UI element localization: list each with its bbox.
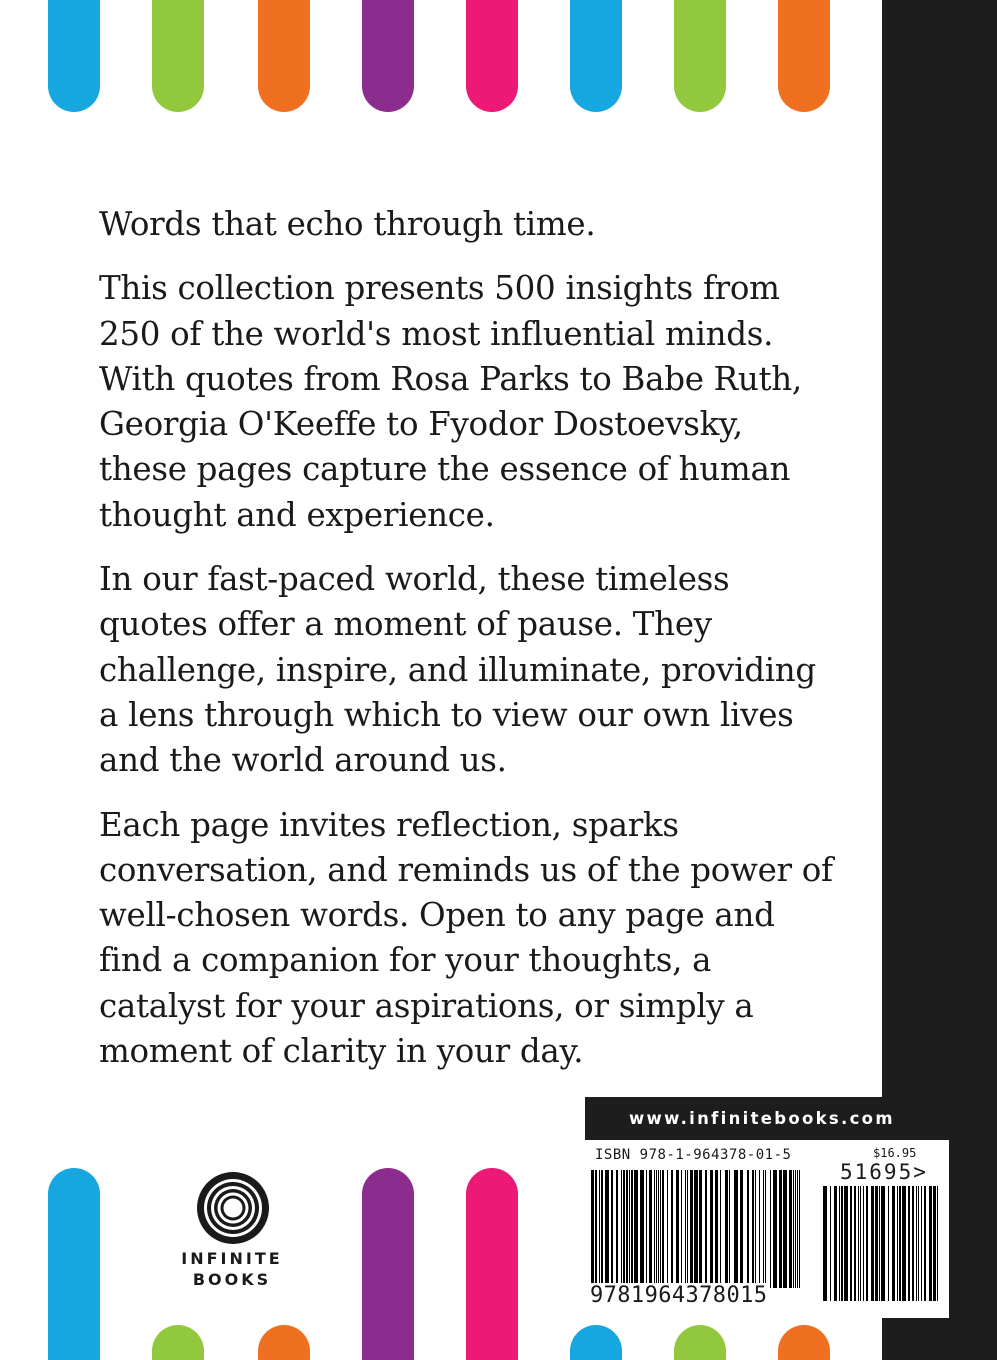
barcode-bar	[860, 1186, 861, 1301]
barcode-bar	[634, 1170, 638, 1288]
website-bar-extension	[882, 1097, 997, 1140]
barcode-bar	[871, 1186, 874, 1301]
barcode-bar	[759, 1170, 760, 1288]
barcode-bar	[924, 1186, 926, 1301]
barcode-bar	[667, 1170, 668, 1288]
barcode-bar	[656, 1170, 657, 1288]
barcode-bar	[616, 1170, 618, 1288]
barcode-bar	[605, 1170, 609, 1288]
price-label: $16.95	[873, 1146, 917, 1160]
pill-green	[152, 0, 204, 112]
barcode-bar	[621, 1170, 622, 1288]
barcode-bar	[823, 1186, 827, 1301]
barcode-bar	[660, 1170, 661, 1288]
barcode-bar	[841, 1186, 843, 1301]
pill-pink	[466, 0, 518, 112]
barcode-bar	[770, 1170, 771, 1288]
barcode-bar	[747, 1170, 749, 1288]
blurb-paragraph: This collection presents 500 insights from 250 of the world's most influential minds. With quotes from Rosa Parks to Babe Ruth, Georgia O'Keeffe to Fyodor Dostoevsky, these pages capture the essence of human thought and experience.	[99, 269, 802, 534]
pill-blue	[48, 1168, 100, 1360]
barcode-bar	[765, 1170, 766, 1288]
pill-orange	[258, 0, 310, 112]
barcode-bar	[690, 1170, 693, 1288]
barcode-bar	[795, 1170, 796, 1288]
pill-green	[674, 1325, 726, 1360]
website-bar	[585, 1097, 895, 1140]
barcode-bar	[779, 1170, 782, 1288]
publisher-line-1: INFINITE	[181, 1249, 283, 1268]
barcode-bar	[599, 1170, 600, 1288]
website-url[interactable]: www.infinitebooks.com	[629, 1109, 895, 1128]
pill-green	[674, 0, 726, 112]
pill-orange	[258, 1325, 310, 1360]
barcode-bar	[705, 1170, 707, 1288]
price-barcode	[823, 1186, 941, 1311]
concentric-circles-icon	[195, 1170, 271, 1246]
barcode-bar	[912, 1186, 914, 1301]
pill-orange	[778, 1325, 830, 1360]
barcode-bar	[725, 1170, 728, 1288]
barcode-bar	[839, 1186, 840, 1301]
blurb-paragraph: Each page invites reflection, sparks conversation, and reminds us of the power of well-chosen words. Open to any page and find a companion for your thoughts, a catalyst for your aspirations, or simply a moment of clarity in your day.	[99, 805, 833, 1071]
pill-purple	[362, 1168, 414, 1360]
publisher-line-2: BOOKS	[192, 1270, 272, 1289]
barcode-bar	[863, 1186, 864, 1301]
barcode-bar	[799, 1170, 800, 1288]
barcode-bar	[892, 1186, 895, 1301]
barcode-bar	[720, 1170, 721, 1288]
blurb-lead: Words that echo through time.	[99, 205, 596, 243]
pill-blue	[570, 1325, 622, 1360]
barcode-bar	[623, 1170, 625, 1288]
barcode-bar	[879, 1186, 880, 1301]
barcode-bar	[929, 1186, 932, 1301]
pill-orange	[778, 0, 830, 112]
barcode-bar	[734, 1170, 738, 1288]
barcode-bar	[649, 1170, 652, 1288]
barcode-bar	[902, 1186, 906, 1301]
blurb-paragraph: In our fast-paced world, these timeless quotes offer a moment of pause. They challenge, inspire, and illuminate, providing a lens through which to view our own lives and the world around us.	[99, 560, 816, 780]
barcode-bar	[595, 1170, 597, 1288]
barcode-bar	[685, 1170, 686, 1288]
isbn-digits: 9781964378015	[590, 1283, 768, 1308]
barcode-bar	[875, 1186, 878, 1301]
barcode-bar	[933, 1186, 936, 1301]
barcode-bar	[681, 1170, 682, 1288]
barcode-bar	[752, 1170, 754, 1288]
barcode-bar	[866, 1186, 868, 1301]
barcode-bar	[916, 1186, 917, 1301]
barcode-bar	[773, 1170, 777, 1288]
barcode-bar	[611, 1170, 613, 1288]
barcode-bar	[888, 1186, 889, 1301]
pill-green	[152, 1325, 204, 1360]
barcode-bar	[671, 1170, 673, 1288]
barcode-bar	[646, 1170, 647, 1288]
barcode-bar	[763, 1170, 764, 1288]
barcode-bar	[830, 1186, 831, 1301]
price-code: 51695>	[840, 1160, 928, 1184]
barcode-bar	[654, 1170, 655, 1288]
barcode-bar	[899, 1186, 901, 1301]
barcode-bar	[881, 1186, 885, 1301]
barcode-bar	[858, 1186, 859, 1301]
barcode-bar	[834, 1186, 837, 1301]
publisher-name	[172, 1248, 292, 1290]
barcode-bar	[715, 1170, 718, 1288]
barcode-bar	[850, 1186, 852, 1301]
barcode-bar	[591, 1170, 594, 1288]
pill-blue	[48, 0, 100, 112]
barcode-bar	[918, 1186, 919, 1301]
barcode-bar	[740, 1170, 743, 1288]
pill-purple	[362, 0, 414, 112]
barcode-bar	[687, 1170, 688, 1288]
barcode-bar	[710, 1170, 713, 1288]
barcode-bar	[658, 1170, 659, 1288]
barcode-bar	[793, 1170, 794, 1288]
barcode-bar	[797, 1170, 798, 1288]
barcode-bar	[640, 1170, 644, 1288]
barcode-bar	[694, 1170, 698, 1288]
barcode-bar	[662, 1170, 664, 1288]
barcode-bar	[755, 1170, 756, 1288]
barcode-bar	[897, 1186, 898, 1301]
barcode-bar	[908, 1186, 910, 1301]
pill-blue	[570, 0, 622, 112]
barcode-box	[585, 1140, 949, 1318]
back-cover-blurb	[99, 202, 839, 1093]
isbn-barcode	[591, 1170, 803, 1300]
barcode-bar	[854, 1186, 856, 1301]
barcode-bar	[783, 1170, 787, 1288]
barcode-bar	[626, 1170, 628, 1288]
barcode-bar	[631, 1170, 633, 1288]
barcode-bar	[844, 1186, 848, 1301]
isbn-label: ISBN 978-1-964378-01-5	[595, 1147, 792, 1163]
barcode-bar	[937, 1186, 938, 1301]
barcode-bar	[676, 1170, 679, 1288]
barcode-bar	[729, 1170, 730, 1288]
pill-pink	[466, 1168, 518, 1360]
barcode-bar	[789, 1170, 792, 1288]
barcode-bar	[629, 1170, 630, 1288]
barcode-bar	[699, 1170, 702, 1288]
barcode-bar	[601, 1170, 603, 1288]
barcode-bar	[921, 1186, 922, 1301]
